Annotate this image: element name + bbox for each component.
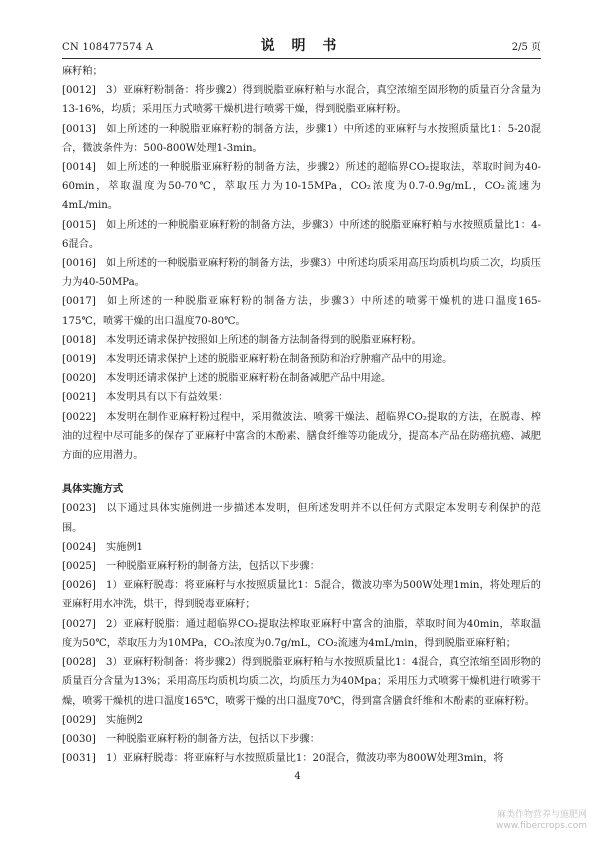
paragraph xyxy=(62,615,541,653)
paragraph-number: [0018] xyxy=(62,334,96,346)
paragraph-text: 如上所述的一种脱脂亚麻籽粉的制备方法，步骤2）所述的超临界CO₂提取法，萃取时间为40-60min，萃取温度为50-70℃，萃取压力为10-15MPa，CO₂浓度为0.7-0.9g/mL，CO₂流速为4mL/min。 xyxy=(62,162,541,212)
paragraph-number: [0027] xyxy=(62,618,96,630)
paragraph xyxy=(62,158,541,216)
paragraph-text: 一种脱脂亚麻籽粉的制备方法，包括以下步骤： xyxy=(106,561,320,573)
paragraph-number: [0025] xyxy=(62,561,96,573)
page-header xyxy=(62,34,541,59)
paragraph-text: 本发明还请求保护上述的脱脂亚麻籽粉在制备减肥产品中用途。 xyxy=(106,373,392,385)
paragraph xyxy=(62,81,541,119)
paragraph xyxy=(62,538,541,557)
paragraph xyxy=(62,331,541,350)
paragraph xyxy=(62,292,541,330)
paragraph xyxy=(62,120,541,158)
watermark xyxy=(496,810,587,832)
paragraph xyxy=(62,653,541,711)
patent-number: CN 108477574 A xyxy=(62,42,154,53)
watermark-line-1: 麻类作物营养与施肥网 xyxy=(496,810,587,820)
paragraph-text: 如上所述的一种脱脂亚麻籽粉的制备方法，步骤3）中所述的喷雾干燥机的进口温度165-175℃，喷雾干燥的出口温度70-80℃。 xyxy=(62,296,541,327)
paragraph-text: 3）亚麻籽粉制备：将步骤2）得到脱脂亚麻籽粕与水混合，真空浓缩至固形物的质量百分含量为13-16%，均质；采用压力式喷雾干燥机进行喷雾干燥，得到脱脂亚麻籽粉。 xyxy=(62,85,541,116)
paragraph-text: 如上所述的一种脱脂亚麻籽粉的制备方法，步骤3）中所述的脱脂亚麻籽粕与水按照质量比1：4-6混合。 xyxy=(62,219,541,250)
paragraph xyxy=(62,369,541,388)
paragraph-text: 本发明具有以下有益效果： xyxy=(106,392,229,404)
paragraph-text: 本发明还请求保护上述的脱脂亚麻籽粉在制备预防和治疗肿瘤产品中的用途。 xyxy=(106,354,453,366)
paragraph-number: [0026] xyxy=(62,580,96,592)
paragraph xyxy=(62,216,541,254)
paragraph xyxy=(62,576,541,614)
paragraphs-part-1 xyxy=(62,62,541,465)
paragraph-number: [0016] xyxy=(62,258,96,270)
paragraph-text: 麻籽粕； xyxy=(62,66,103,77)
paragraph-number: [0014] xyxy=(62,162,96,174)
paragraph-number: [0021] xyxy=(62,392,96,404)
paragraph-text: 1）亚麻籽脱毒：将亚麻籽与水按照质量比1：5混合，微波功率为500W处理1min，将处理后的亚麻籽用水冲洗，烘干，得到脱毒亚麻籽； xyxy=(62,580,541,611)
paragraph xyxy=(62,749,541,768)
paragraph-number: [0013] xyxy=(62,123,96,135)
paragraph xyxy=(62,408,541,466)
paragraph-number: [0017] xyxy=(62,296,96,308)
paragraph-number: [0029] xyxy=(62,714,96,726)
paragraph xyxy=(62,499,541,537)
paragraph-text: 1）亚麻籽脱毒：将亚麻籽与水按照质量比1：20混合，微波功率为800W处理3min，将 xyxy=(106,753,504,765)
paragraph-number: [0012] xyxy=(62,85,96,97)
paragraph-text: 3）亚麻籽粉制备：将步骤2）得到脱脂亚麻籽粕与水按照质量比1：4混合，真空浓缩至固形物的质量百分含量为13%；采用高压均质机均质二次，均质压力为40Mpa；采用压力式喷雾干燥机进行喷雾干燥，喷雾干燥机的进口温度165℃，喷雾干燥的出口温度70℃，得到富含膳食纤维和木酚素的亚麻籽粉。 xyxy=(62,657,541,707)
paragraph xyxy=(62,254,541,292)
paragraph-number: [0022] xyxy=(62,411,96,423)
section-title: 具体实施方式 xyxy=(62,483,124,496)
paragraph-text: 2）亚麻籽脱脂：通过超临界CO₂提取法榨取亚麻籽中富含的油脂，萃取时间为40min，萃取温度为50℃，萃取压力为10MPa，CO₂浓度为0.7g/mL，CO₂流速为4mL/min，得到脱脂亚麻籽粕； xyxy=(62,618,541,649)
paragraph-number: [0023] xyxy=(62,503,96,515)
page-number: 4 xyxy=(294,771,301,782)
paragraph xyxy=(62,730,541,749)
paragraph-text: 如上所述的一种脱脂亚麻籽粉的制备方法，步骤3）中所述均质采用高压均质机均质二次，均质压力为40-50MPa。 xyxy=(62,258,541,289)
paragraph-text: 本发明在制作亚麻籽粉过程中，采用微波法、喷雾干燥法、超临界CO₂提取的方法，在脱毒、榨油的过程中尽可能多的保存了亚麻籽中富含的木酚素、膳食纤维等功能成分，提高本产品在防癌抗癌、减肥方面的应用潜力。 xyxy=(62,411,541,462)
watermark-line-2: www.fibercrops.com xyxy=(496,821,587,831)
page-fraction: 2/5 页 xyxy=(511,42,541,53)
paragraph-text: 以下通过具体实施例进一步描述本发明，但所述发明并不以任何方式限定本发明专利保护的范围。 xyxy=(62,503,541,534)
paragraph-text: 本发明还请求保护按照如上所述的制备方法制备得到的脱脂亚麻籽粉。 xyxy=(106,334,422,346)
paragraph-number: [0031] xyxy=(62,753,96,765)
paragraph-text: 如上所述的一种脱脂亚麻籽粉的制备方法，步骤1）中所述的亚麻籽与水按照质量比1：5-20混合，微波条件为：500-800W处理1-3min。 xyxy=(62,123,541,154)
paragraph xyxy=(62,711,541,730)
document-type-title: 说 明 书 xyxy=(260,38,343,54)
paragraph xyxy=(62,388,541,407)
paragraph-text: 实施例1 xyxy=(106,541,144,553)
paragraph xyxy=(62,62,541,81)
paragraph-number: [0019] xyxy=(62,354,96,366)
paragraph-text: 实施例2 xyxy=(106,714,144,726)
paragraph-number: [0028] xyxy=(62,657,96,669)
paragraph-number: [0015] xyxy=(62,219,96,231)
paragraph-number: [0030] xyxy=(62,733,96,745)
paragraphs-part-2 xyxy=(62,499,541,768)
document-body xyxy=(62,62,541,768)
paragraph-text: 一种脱脂亚麻籽粉的制备方法，包括以下步骤： xyxy=(106,733,320,745)
paragraph-number: [0024] xyxy=(62,541,96,553)
paragraph xyxy=(62,350,541,369)
paragraph xyxy=(62,557,541,576)
paragraph-number: [0020] xyxy=(62,373,96,385)
